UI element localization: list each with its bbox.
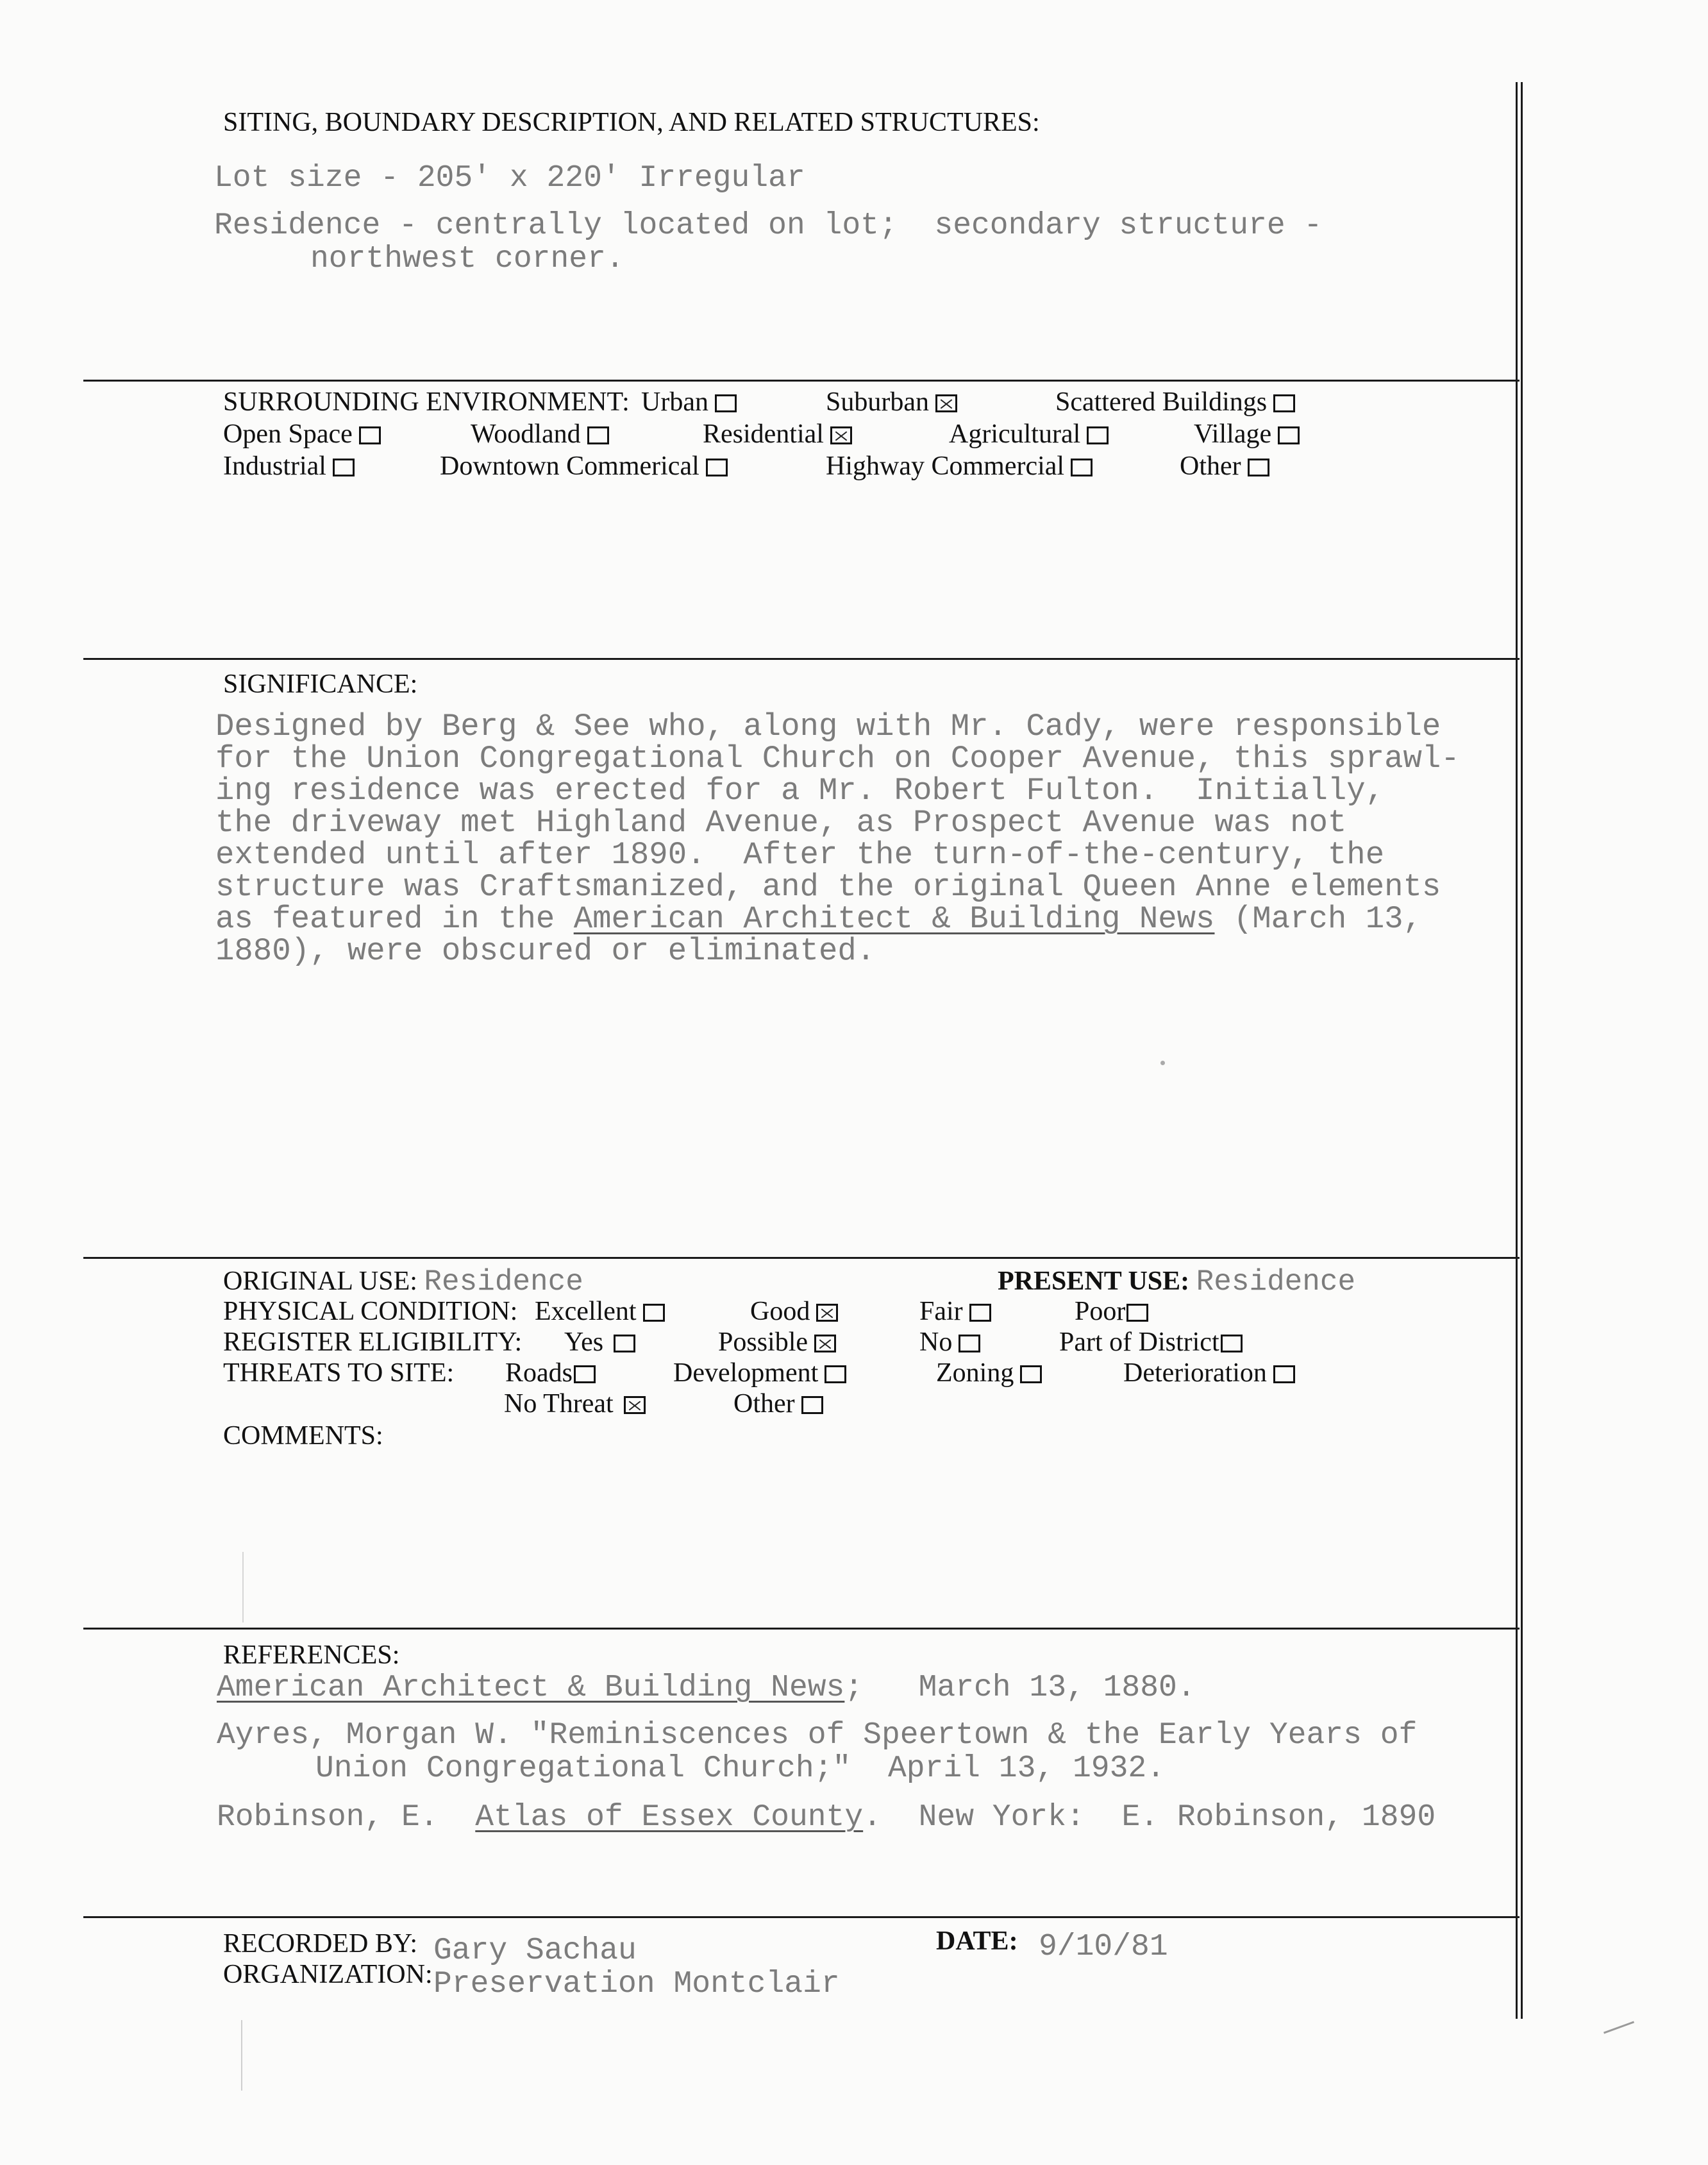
poor-checkbox[interactable] (1126, 1304, 1148, 1322)
reference-3-post: . New York: E. Robinson, 1890 (863, 1800, 1436, 1835)
no-threat-checkbox[interactable] (624, 1396, 646, 1414)
roads-label: Roads (505, 1358, 573, 1388)
reference-1 (217, 1672, 1196, 1703)
urban-label: Urban (641, 387, 708, 417)
zoning-option[interactable] (936, 1360, 1042, 1386)
excellent-label: Excellent (535, 1297, 637, 1326)
scattered-checkbox[interactable] (1273, 394, 1295, 412)
residential-label: Residential (703, 419, 824, 449)
organization-label: ORGANIZATION: (223, 1960, 433, 1989)
faint-margin-mark (242, 1552, 244, 1622)
suburban-option[interactable] (826, 389, 957, 416)
other-environment-checkbox[interactable] (1248, 459, 1269, 476)
right-border-outer (1516, 82, 1518, 2019)
agricultural-checkbox[interactable] (1087, 426, 1109, 444)
downtown-option[interactable] (440, 453, 728, 480)
yes-label: Yes (564, 1327, 604, 1357)
reference-1-rest: ; March 13, 1880. (844, 1671, 1196, 1705)
development-label: Development (673, 1358, 819, 1388)
eligibility-label: REGISTER ELIGIBILITY: (223, 1327, 523, 1357)
present-use-value: Residence (1196, 1265, 1356, 1299)
yes-option[interactable] (564, 1329, 635, 1356)
agricultural-option[interactable] (949, 421, 1109, 448)
good-label: Good (750, 1297, 810, 1326)
good-option[interactable] (750, 1298, 838, 1325)
recorded-by-value: Gary Sachau (433, 1933, 637, 1968)
original-use-value: Residence (424, 1265, 583, 1299)
agricultural-label: Agricultural (949, 419, 1081, 449)
part-of-district-label: Part of District (1059, 1327, 1219, 1357)
organization-value: Preservation Montclair (433, 1967, 840, 2001)
development-checkbox[interactable] (825, 1365, 846, 1383)
recorded-by-label: RECORDED BY: (223, 1929, 418, 1959)
excellent-checkbox[interactable] (643, 1304, 665, 1322)
poor-label: Poor (1075, 1297, 1126, 1326)
significance-line-6: structure was Craftsmanized, and the original Queen Anne elements (215, 869, 1441, 905)
lot-size-text: Lot size - 205' x 220' Irregular (214, 161, 805, 196)
open-space-label: Open Space (223, 419, 353, 449)
roads-checkbox[interactable] (574, 1365, 596, 1383)
reference-2-line-1: Ayres, Morgan W. "Reminiscences of Speertown & the Early Years of (217, 1718, 1418, 1753)
residential-checkbox[interactable] (830, 426, 852, 444)
comments-label: COMMENTS: (223, 1421, 383, 1451)
other-threat-label: Other (733, 1389, 795, 1419)
other-threat-checkbox[interactable] (801, 1396, 823, 1414)
date-value: 9/10/81 (1039, 1930, 1168, 1964)
siting-heading: SITING, BOUNDARY DESCRIPTION, AND RELATED STRUCTURES: (223, 108, 1040, 137)
woodland-label: Woodland (471, 419, 581, 449)
fair-option[interactable] (919, 1298, 991, 1325)
yes-checkbox[interactable] (614, 1335, 635, 1352)
possible-label: Possible (718, 1327, 808, 1357)
possible-option[interactable] (718, 1329, 836, 1356)
no-label: No (919, 1327, 953, 1357)
urban-option[interactable] (641, 389, 737, 416)
significance-heading: SIGNIFICANCE: (223, 670, 418, 699)
downtown-label: Downtown Commerical (440, 451, 699, 481)
stray-dot (1160, 1061, 1165, 1065)
sig-line7-pre: as featured in the (215, 901, 574, 937)
village-checkbox[interactable] (1278, 426, 1300, 444)
reference-3-title: Atlas of Essex County (475, 1800, 864, 1835)
development-option[interactable] (673, 1360, 846, 1386)
scattered-option[interactable] (1055, 389, 1295, 416)
residence-location-text: Residence - centrally located on lot; secondary structure - (214, 208, 1323, 243)
other-environment-label: Other (1180, 451, 1241, 481)
threats-label: THREATS TO SITE: (223, 1358, 455, 1388)
significance-line-4: the driveway met Highland Avenue, as Prospect Avenue was not (215, 805, 1347, 841)
no-option[interactable] (919, 1329, 980, 1356)
publication-title: American Architect & Building News (573, 901, 1215, 937)
present-use-label: PRESENT USE: (998, 1267, 1190, 1296)
environment-heading: SURROUNDING ENVIRONMENT: (223, 387, 630, 417)
significance-line-1: Designed by Berg & See who, along with Mr. Cady, were responsible (215, 709, 1441, 745)
significance-line-5: extended until after 1890. After the turn-of-the-century, the (215, 837, 1385, 873)
residence-location-cont: northwest corner. (310, 242, 624, 276)
residential-option[interactable] (703, 421, 852, 448)
significance-line-2: for the Union Congregational Church on Cooper Avenue, this sprawl- (215, 741, 1460, 777)
no-threat-option[interactable] (504, 1390, 646, 1417)
date-label: DATE: (936, 1926, 1018, 1956)
sig-line7-post: (March 13, (1214, 901, 1422, 937)
highway-option[interactable] (826, 453, 1093, 480)
excellent-option[interactable] (535, 1298, 665, 1325)
deterioration-checkbox[interactable] (1273, 1365, 1295, 1383)
no-threat-label: No Threat (504, 1389, 614, 1419)
scattered-label: Scattered Buildings (1055, 387, 1268, 417)
no-checkbox[interactable] (959, 1335, 980, 1352)
reference-3-pre: Robinson, E. (217, 1800, 476, 1835)
part-of-district-option[interactable] (1059, 1329, 1243, 1356)
right-border-inner (1521, 82, 1523, 2019)
divider-1 (83, 380, 1520, 382)
environment-row-1 (223, 389, 630, 416)
village-option[interactable] (1194, 421, 1300, 448)
poor-option[interactable] (1075, 1298, 1148, 1325)
suburban-label: Suburban (826, 387, 929, 417)
other-environment-option[interactable] (1180, 453, 1269, 480)
reference-1-title: American Architect & Building News (217, 1671, 845, 1705)
reference-2-line-2: Union Congregational Church;" April 13, 1932. (315, 1751, 1166, 1786)
divider-3 (83, 1257, 1520, 1259)
significance-line-3: ing residence was erected for a Mr. Robert Fulton. Initially, (215, 773, 1385, 809)
highway-label: Highway Commercial (826, 451, 1065, 481)
woodland-checkbox[interactable] (587, 426, 609, 444)
good-checkbox[interactable] (816, 1304, 838, 1322)
fair-checkbox[interactable] (969, 1304, 991, 1322)
industrial-option[interactable] (223, 453, 355, 480)
original-use-label: ORIGINAL USE: (223, 1267, 417, 1296)
fair-label: Fair (919, 1297, 963, 1326)
reference-3 (217, 1802, 1436, 1833)
suburban-checkbox[interactable] (935, 394, 957, 412)
part-of-district-checkbox[interactable] (1221, 1335, 1243, 1352)
roads-option[interactable] (505, 1360, 596, 1386)
references-heading: REFERENCES: (223, 1640, 400, 1670)
industrial-label: Industrial (223, 451, 326, 481)
industrial-checkbox[interactable] (333, 459, 355, 476)
significance-line-8: 1880), were obscured or eliminated. (215, 933, 876, 969)
condition-label: PHYSICAL CONDITION: (223, 1297, 518, 1326)
deterioration-label: Deterioration (1123, 1358, 1267, 1388)
other-threat-option[interactable] (733, 1390, 823, 1417)
open-space-checkbox[interactable] (359, 426, 381, 444)
downtown-checkbox[interactable] (706, 459, 728, 476)
urban-checkbox[interactable] (715, 394, 737, 412)
open-space-option[interactable] (223, 421, 381, 448)
divider-2 (83, 658, 1520, 660)
divider-5 (83, 1916, 1520, 1918)
deterioration-option[interactable] (1123, 1360, 1295, 1386)
woodland-option[interactable] (471, 421, 609, 448)
divider-4 (83, 1628, 1520, 1630)
corner-scuff (1603, 2021, 1634, 2034)
original-use-row (223, 1267, 583, 1297)
possible-checkbox[interactable] (814, 1335, 836, 1352)
zoning-label: Zoning (936, 1358, 1014, 1388)
present-use-row (998, 1267, 1355, 1297)
faint-margin-mark-2 (241, 2020, 242, 2091)
village-label: Village (1194, 419, 1272, 449)
zoning-checkbox[interactable] (1020, 1365, 1042, 1383)
significance-line-7 (215, 903, 1422, 935)
highway-checkbox[interactable] (1071, 459, 1093, 476)
